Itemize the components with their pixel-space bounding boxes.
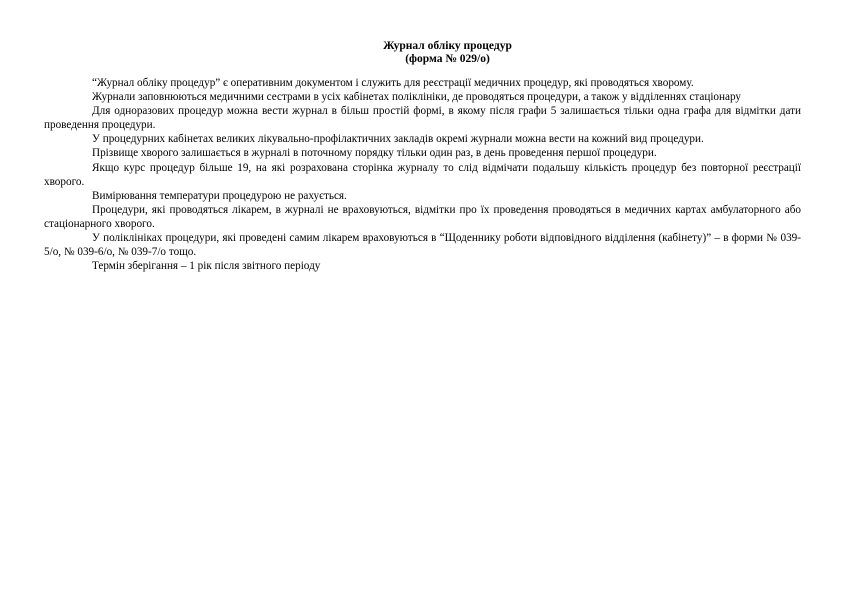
paragraph-course-over-19: Якщо курс процедур більше 19, на які розрахована сторінка журналу то слід відмічати подальшу кількість процедур без повторної реєстрації хворого. xyxy=(44,161,801,188)
paragraph-retention: Термін зберігання – 1 рік після звітного періоду xyxy=(92,260,321,273)
paragraph-temperature: Вимірювання температури процедурою не рахується. xyxy=(92,189,347,202)
document-body xyxy=(44,76,801,273)
paragraph-separate-journals: У процедурних кабінетах великих лікувально-профілактичних закладів окремі журнали можна вести на кожний вид процедури. xyxy=(92,133,704,146)
paragraph-who-fills: Журнали заповнюються медичними сестрами в усіх кабінетах поліклініки, де проводяться процедури, а також у відділеннях стаціонару xyxy=(92,91,742,104)
paragraph-doctor-procedures: Процедури, які проводяться лікарем, в журналі не враховуються, відмітки про їх проведення проводяться в медичних картах амбулаторного або стаціонарного хворого. xyxy=(44,203,801,230)
paragraph-polyclinic-diary: У поліклініках процедури, які проведені самим лікарем враховуються в “Щоденнику роботи відповідного відділення (кабінету)” – в форми № 039-5/о, № 039-6/о, № 039-7/о тощо. xyxy=(44,232,801,259)
title-line-2: (форма № 029/о) xyxy=(405,53,490,65)
paragraph-purpose: “Журнал обліку процедур” є оперативним документом і служить для реєстрації медичних процедур, які проводяться хворому. xyxy=(92,77,694,89)
title-line-1: Журнал обліку процедур xyxy=(383,40,512,52)
paragraph-patient-surname: Прізвище хворого залишається в журналі в поточному порядку тільки один раз, в день проведення першої процедури. xyxy=(92,147,657,160)
document-page xyxy=(44,40,801,273)
paragraph-single-procedures: Для одноразових процедур можна вести журнал в більш простій формі, в якому після графи 5 залишається тільки одна графа для відмітки дати проведення процедури. xyxy=(44,105,801,132)
document-title xyxy=(94,40,801,66)
